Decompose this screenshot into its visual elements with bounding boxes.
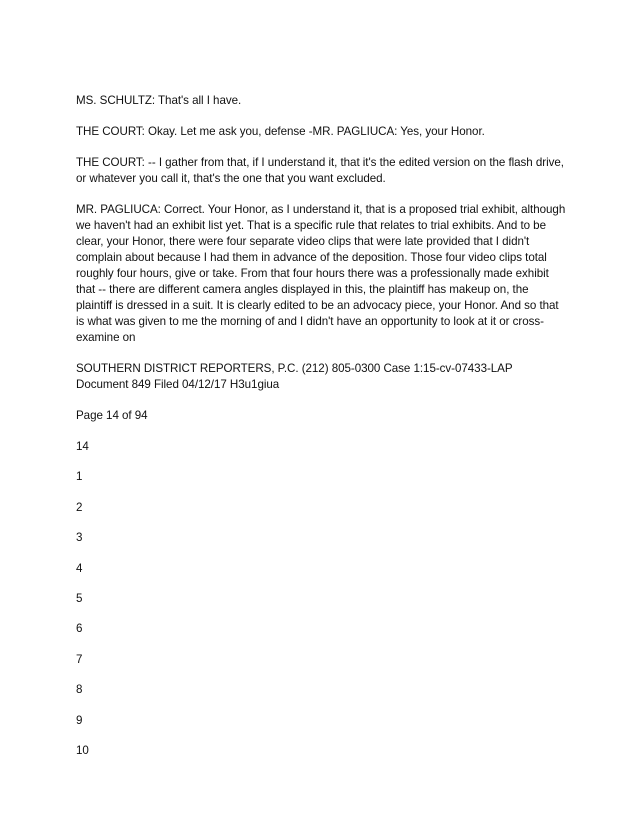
line-number: 2 <box>76 500 83 514</box>
line-number: 4 <box>76 561 83 575</box>
line-number: 9 <box>76 713 83 727</box>
reporter-footer: SOUTHERN DISTRICT REPORTERS, P.C. (212) 805-0300 Case 1:15-cv-07433-LAP Document 849 Filed 04/12/17 H3u1giua <box>76 362 513 391</box>
transcript-line-schultz: MS. SCHULTZ: That's all I have. <box>76 94 242 107</box>
transcript-line-pagliuca: MR. PAGLIUCA: Correct. Your Honor, as I understand it, that is a proposed trial exhibit, although we haven't had an exhibit list yet. That is a specific rule that relates to trial exhibits. And to be clear, your Honor, there were four separate video clips that were late provided that I didn't complain about because I had them in advance of the deposition. Those four video clips total roughly four hours, give or take. From that four hours there was a professionally made exhibit that -- there are different camera angles displayed in this, the plaintiff has makeup on, the plaintiff is dressed in a suit. It is clearly edited to be an advocacy piece, your Honor. And so that is what was given to me the morning of and I didn't have an opportunity to look at it or cross-examine on <box>76 203 566 344</box>
transcript-line-court-2: THE COURT: -- I gather from that, if I understand it, that it's the edited version on the flash drive, or whatever you call it, that's the one that you want excluded. <box>76 156 564 185</box>
line-number: 7 <box>76 652 83 666</box>
line-number: 3 <box>76 531 83 545</box>
page-indicator: Page 14 of 94 <box>76 409 148 422</box>
page-number: 14 <box>76 440 89 453</box>
line-number: 10 <box>76 743 89 757</box>
line-number: 8 <box>76 683 83 697</box>
document-page <box>76 93 566 773</box>
line-number: 5 <box>76 591 83 605</box>
line-number: 1 <box>76 470 83 484</box>
line-number: 6 <box>76 622 83 636</box>
transcript-line-court-1: THE COURT: Okay. Let me ask you, defense -MR. PAGLIUCA: Yes, your Honor. <box>76 125 485 138</box>
